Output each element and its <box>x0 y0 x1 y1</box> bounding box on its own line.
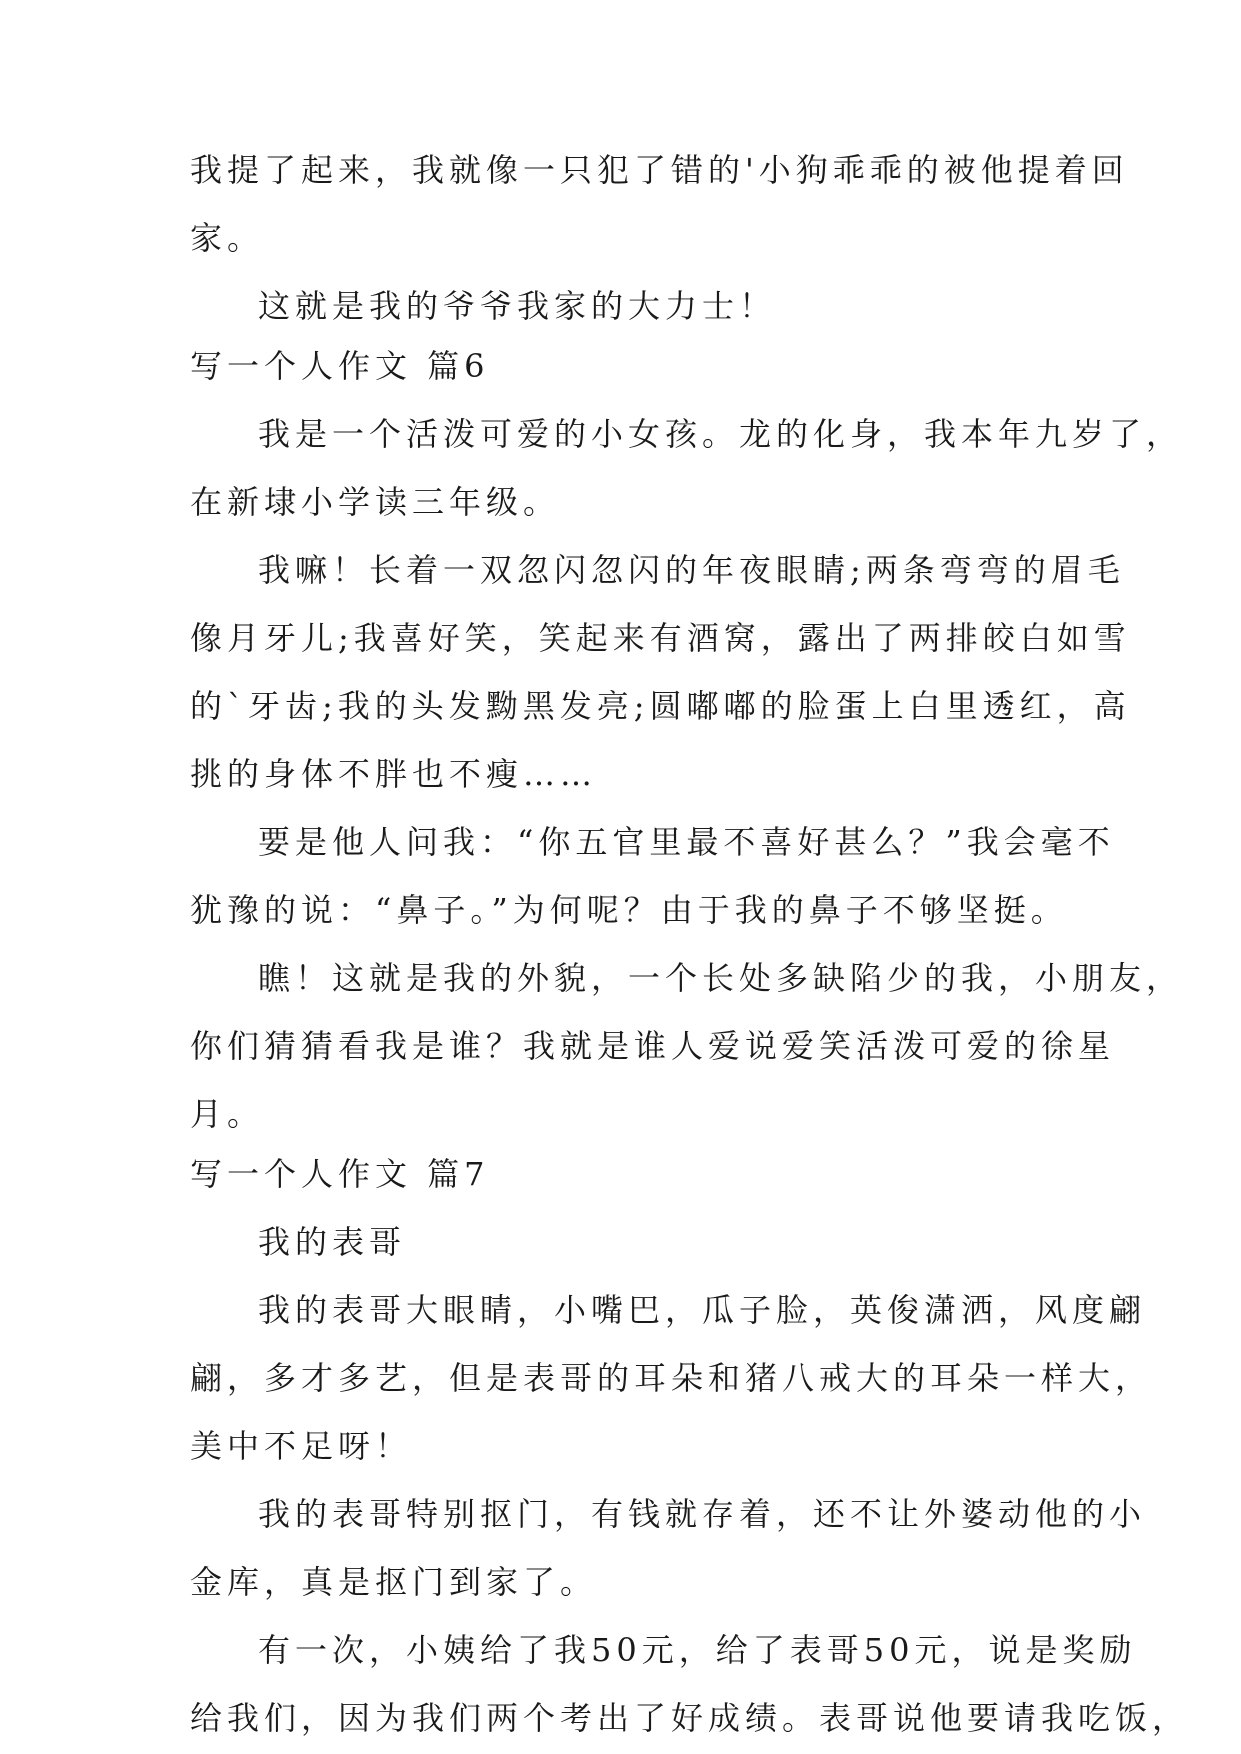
text-line: 要是他人问我：“你五官里最不喜好甚么？”我会毫不 <box>258 823 1115 861</box>
text-line: 我提了起来，我就像一只犯了错的'小狗乖乖的被他提着回 <box>190 151 1129 189</box>
text-line: 瞧！这就是我的外貌，一个长处多缺陷少的我，小朋友， <box>258 959 1184 997</box>
text-line: 我的表哥特别抠门，有钱就存着，还不让外婆动他的小 <box>258 1495 1147 1533</box>
paragraph <box>190 286 1060 326</box>
text-line: 你们猜猜看我是谁？我就是谁人爱说爱笑活泼可爱的徐星 <box>190 1027 1116 1065</box>
paragraph <box>190 1290 1153 1466</box>
text-line: 家。 <box>190 219 265 257</box>
paragraph <box>190 1222 1060 1262</box>
paragraph <box>190 550 1131 794</box>
text-line: 我的表哥 <box>258 1223 407 1261</box>
text-line: 犹豫的说：“鼻子。”为何呢？由于我的鼻子不够坚挺。 <box>190 891 1068 929</box>
paragraph <box>190 1494 1147 1602</box>
text-line: 给我们，因为我们两个考出了好成绩。表哥说他要请我吃饭， <box>190 1699 1190 1737</box>
section-heading: 写一个人作文 篇6 <box>190 347 490 385</box>
paragraph <box>190 822 1115 930</box>
text-line: 像月牙儿;我喜好笑，笑起来有酒窝，露出了两排皎白如雪 <box>190 619 1131 657</box>
text-line: 翩，多才多艺，但是表哥的耳朵和猪八戒大的耳朵一样大， <box>190 1359 1153 1397</box>
document-body <box>190 150 1190 1738</box>
text-line: 月。 <box>190 1095 265 1133</box>
text-line: 在新埭小学读三年级。 <box>190 483 561 521</box>
text-line: 我是一个活泼可爱的小女孩。龙的化身，我本年九岁了， <box>258 415 1184 453</box>
paragraph <box>190 414 1184 522</box>
text-line: 我嘛！长着一双忽闪忽闪的年夜眼睛;两条弯弯的眉毛 <box>258 551 1125 589</box>
text-line: 这就是我的爷爷我家的大力士！ <box>258 287 777 325</box>
paragraph <box>190 958 1184 1134</box>
text-line: 挑的身体不胖也不瘦…… <box>190 755 598 793</box>
text-line: 金库，真是抠门到家了。 <box>190 1563 598 1601</box>
section-heading: 写一个人作文 篇7 <box>190 1155 490 1193</box>
text-line: 的`牙齿;我的头发黝黑发亮;圆嘟嘟的脸蛋上白里透红，高 <box>190 687 1131 725</box>
text-line: 我的表哥大眼睛，小嘴巴，瓜子脸，英俊潇洒，风度翩 <box>258 1291 1147 1329</box>
text-line: 美中不足呀！ <box>190 1427 413 1465</box>
text-line: 有一次，小姨给了我50元，给了表哥50元，说是奖励 <box>258 1631 1137 1669</box>
paragraph <box>190 1630 1190 1738</box>
paragraph <box>190 150 1129 258</box>
